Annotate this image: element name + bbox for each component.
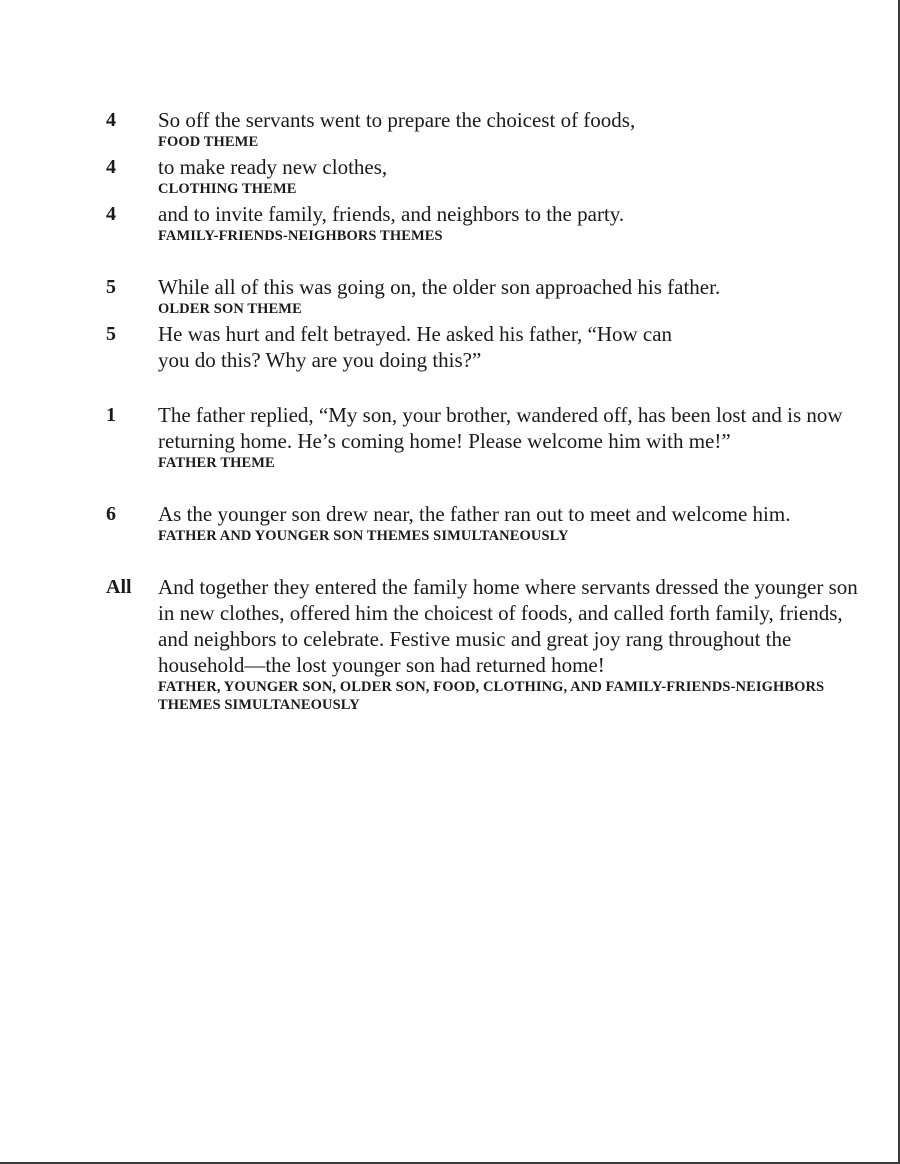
speaker-number: 4 <box>106 109 116 131</box>
narration-line: While all of this was going on, the older son approached his father. <box>158 275 721 299</box>
speaker-number: 5 <box>106 323 116 345</box>
cue-body <box>158 151 860 198</box>
script-page <box>0 104 860 714</box>
cue-body <box>158 318 860 373</box>
cue-older-son-question <box>0 318 860 373</box>
speaker-number: 5 <box>106 276 116 298</box>
section-gap <box>0 245 860 271</box>
cue-food <box>0 104 860 151</box>
cue-body <box>158 271 860 318</box>
speaker-label: All <box>106 576 132 598</box>
speaker-number: 4 <box>106 156 116 178</box>
theme-label: OLDER SON THEME <box>158 301 302 317</box>
cue-body <box>158 104 860 151</box>
cue-family-friends <box>0 198 860 245</box>
theme-label: CLOTHING THEME <box>158 181 297 197</box>
narration-line: As the younger son drew near, the father ran out to meet and welcome him. <box>158 502 791 526</box>
theme-label: FAMILY-FRIENDS-NEIGHBORS THEMES <box>158 228 443 244</box>
narration-line: He was hurt and felt betrayed. He asked his father, “How can you do this? Why are you doing this?” <box>158 322 673 372</box>
narration-line: to make ready new clothes, <box>158 155 388 179</box>
narration-line: The father replied, “My son, your brother, wandered off, has been lost and is now returning home. He’s coming home! Please welcome him with me!” <box>158 403 843 453</box>
section-gap <box>0 373 860 399</box>
cue-body <box>158 498 860 545</box>
cue-father <box>0 399 860 472</box>
narration-line: and to invite family, friends, and neighbors to the party. <box>158 202 625 226</box>
section-gap <box>0 545 860 571</box>
narration-line: And together they entered the family home where servants dressed the younger son in new clothes, offered him the choicest of foods, and called forth family, friends, and neighbors to celebrate. Festive music and great joy rang throughout the household—the lost younger son had returned home! <box>158 575 858 677</box>
cue-body <box>158 198 860 245</box>
speaker-number: 6 <box>106 503 116 525</box>
speaker-number: 1 <box>106 404 116 426</box>
theme-label: FATHER THEME <box>158 455 275 471</box>
cue-all <box>0 571 860 714</box>
cue-clothing <box>0 151 860 198</box>
cue-body <box>158 571 860 714</box>
theme-label: FATHER AND YOUNGER SON THEMES SIMULTANEOUSLY <box>158 528 569 544</box>
theme-label: FOOD THEME <box>158 134 259 150</box>
narration-line: So off the servants went to prepare the choicest of foods, <box>158 108 636 132</box>
theme-label: FATHER, YOUNGER SON, OLDER SON, FOOD, CLOTHING, AND FAMILY-FRIENDS-NEIGHBORS THEMES SIMULTANEOUSLY <box>158 679 825 713</box>
cue-father-younger-son <box>0 498 860 545</box>
speaker-number: 4 <box>106 203 116 225</box>
cue-body <box>158 399 860 472</box>
cue-older-son <box>0 271 860 318</box>
section-gap <box>0 472 860 498</box>
